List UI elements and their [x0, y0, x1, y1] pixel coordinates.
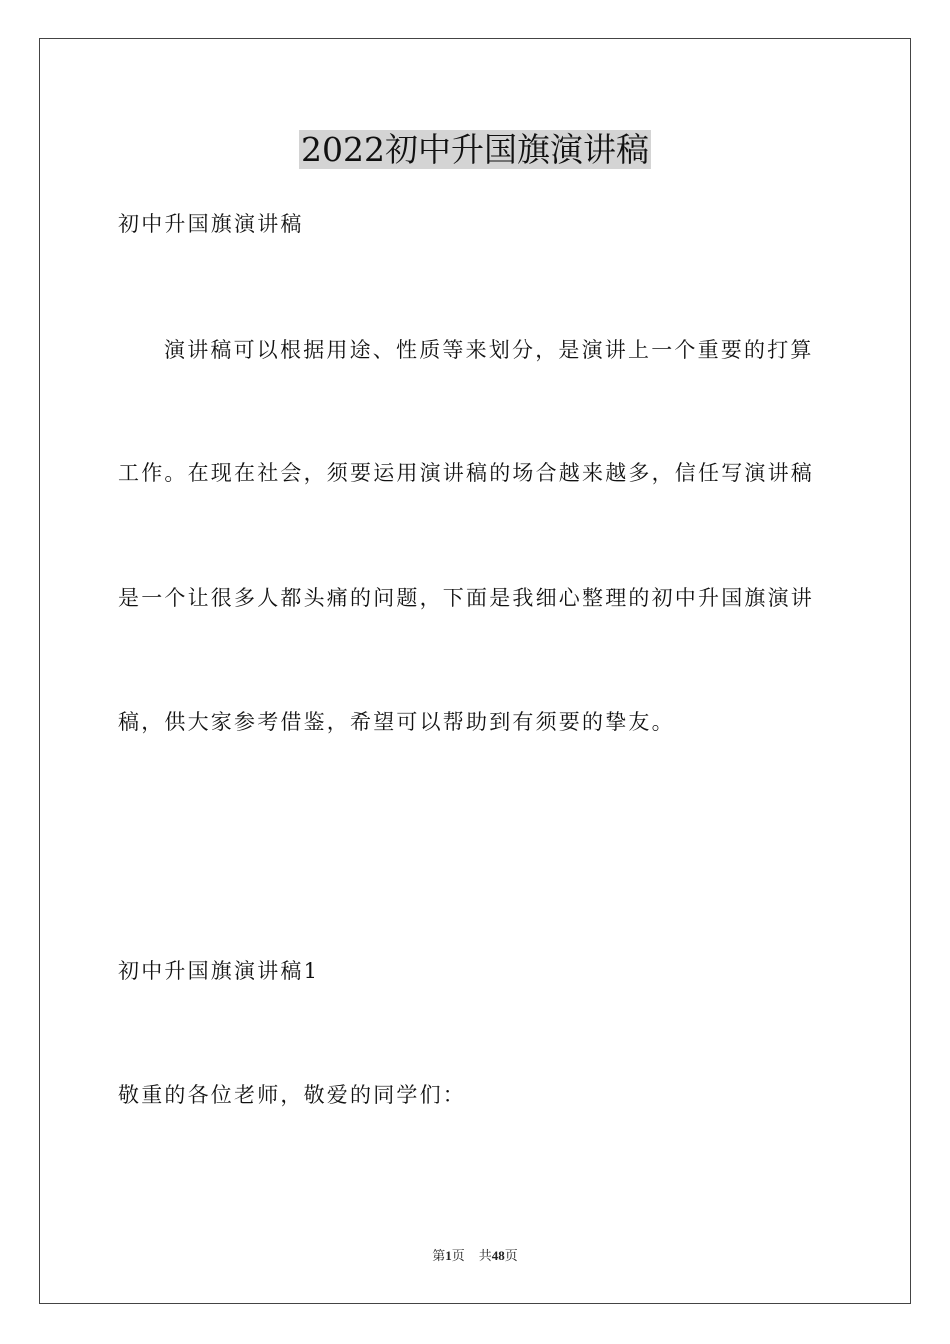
footer-page-suffix: 页: [451, 1248, 465, 1263]
intro-line-2: 工作。在现在社会，须要运用演讲稿的场合越来越多，信任写演讲稿: [118, 461, 814, 485]
salutation: 敬重的各位老师，敬爱的同学们：: [118, 1083, 466, 1107]
section-heading: 初中升国旗演讲稿1: [118, 959, 320, 983]
footer-page-number: 1: [445, 1248, 452, 1263]
intro-line-3: 是一个让很多人都头痛的问题，下面是我细心整理的初中升国旗演讲: [118, 586, 814, 610]
intro-line-4: 稿，供大家参考借鉴，希望可以帮助到有须要的挚友。: [118, 710, 675, 734]
footer-total-prefix: 共: [478, 1248, 492, 1263]
footer-page-prefix: 第: [432, 1248, 446, 1263]
footer-total-suffix: 页: [504, 1248, 518, 1263]
document-title: [0, 128, 950, 172]
footer-total-pages: 48: [491, 1248, 505, 1263]
intro-line-1: 演讲稿可以根据用途、性质等来划分，是演讲上一个重要的打算: [164, 338, 814, 362]
document-subtitle: 初中升国旗演讲稿: [118, 212, 304, 236]
document-title-text: 2022初中升国旗演讲稿: [301, 130, 649, 169]
page-footer: [0, 1247, 950, 1265]
